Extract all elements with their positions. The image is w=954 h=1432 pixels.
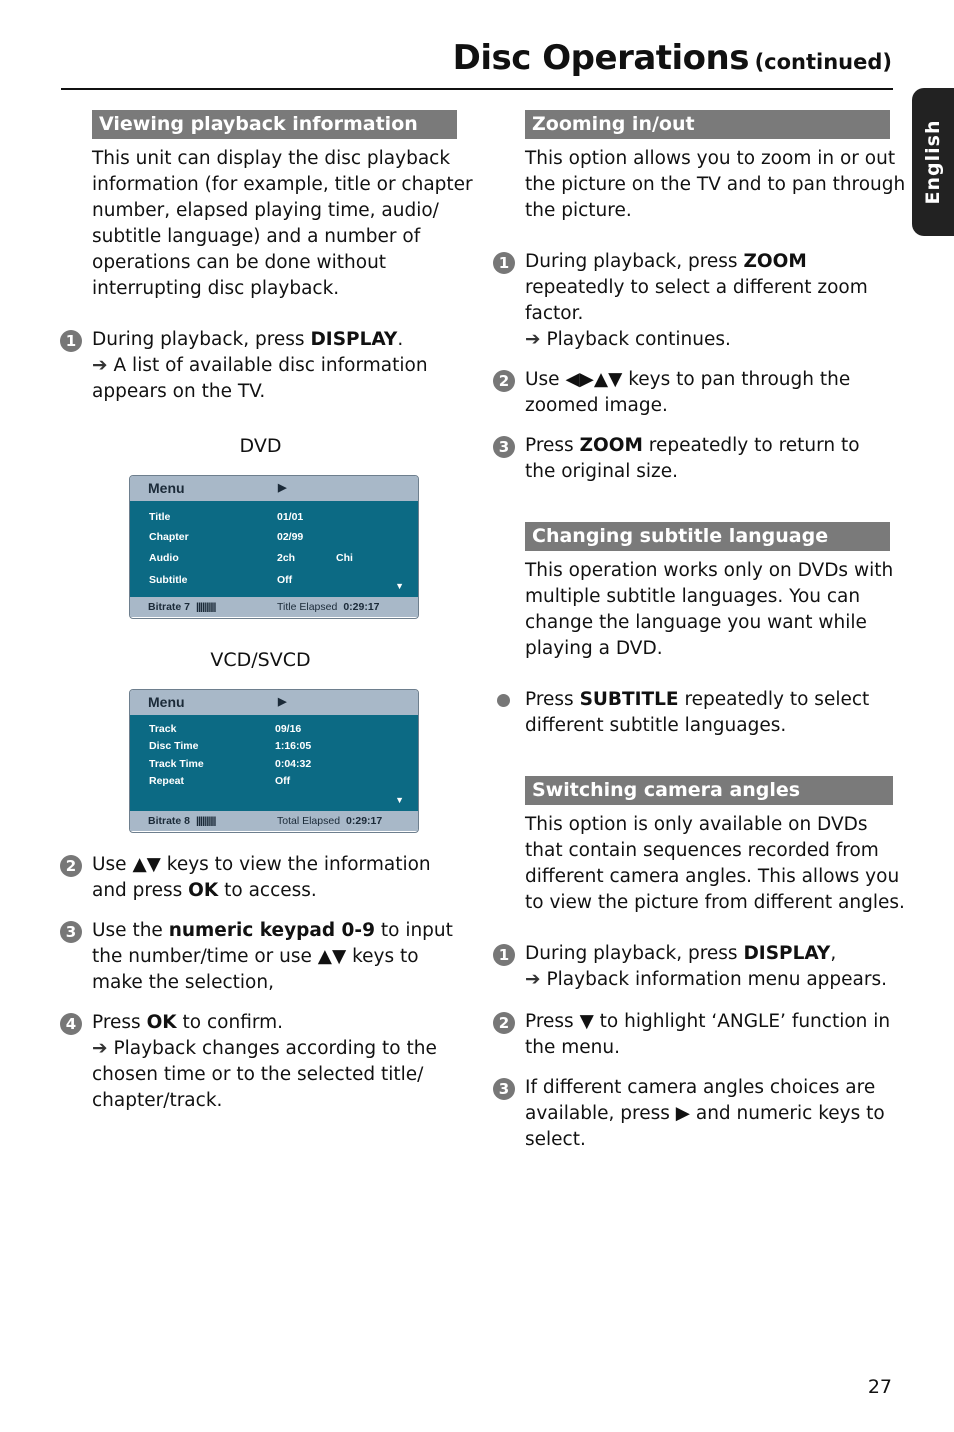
osd-key: Subtitle bbox=[149, 574, 188, 586]
scroll-down-icon: ▼ bbox=[395, 581, 404, 591]
osd-value: 09/16 bbox=[275, 723, 302, 735]
osd-menu-label: Menu bbox=[148, 694, 185, 710]
step-number-badge: 1 bbox=[493, 252, 515, 274]
step-key: DISPLAY bbox=[310, 329, 398, 350]
intro-line: interrupting disc playback. bbox=[92, 278, 340, 299]
section-heading-subtitle: Changing subtitle language bbox=[525, 522, 890, 551]
dvd-osd-screen bbox=[129, 475, 419, 619]
step-result: appears on the TV. bbox=[92, 381, 266, 402]
step-text: Press bbox=[92, 1012, 147, 1033]
step-text: the number/time or use ▲▼ keys to bbox=[92, 946, 419, 967]
intro-line: operations can be done without bbox=[92, 252, 387, 273]
step-key: numeric keypad 0-9 bbox=[168, 920, 375, 941]
osd-menu-bar bbox=[130, 690, 418, 715]
page-title-main: Disc Operations bbox=[452, 38, 749, 78]
step-text: repeatedly to return to bbox=[642, 435, 860, 456]
angles-step-2 bbox=[498, 1009, 891, 1061]
step-result: Playback continues. bbox=[546, 329, 731, 350]
viewing-step-1 bbox=[65, 327, 430, 405]
osd-value: 0:04:32 bbox=[275, 758, 312, 770]
step-key: ZOOM bbox=[743, 251, 807, 272]
elapsed-label: Title Elapsed bbox=[277, 601, 338, 613]
osd-value: 1:16:05 bbox=[275, 740, 312, 752]
section-heading-angles: Switching camera angles bbox=[525, 776, 893, 805]
intro-line: different camera angles. This allows you bbox=[525, 866, 900, 887]
step-number-badge: 3 bbox=[493, 1078, 515, 1100]
bitrate-meter: |||||||||| bbox=[196, 815, 216, 827]
vcd-label: VCD/SVCD bbox=[210, 649, 311, 671]
step-result: chosen time or to the selected title/ bbox=[92, 1064, 424, 1085]
section-heading-viewing: Viewing playback information bbox=[92, 110, 457, 139]
step-key: OK bbox=[146, 1012, 177, 1033]
page-title bbox=[453, 38, 892, 78]
step-text: make the selection, bbox=[92, 972, 274, 993]
play-icon: ▶ bbox=[278, 696, 287, 708]
bitrate-label: Bitrate 8 bbox=[148, 815, 191, 827]
step-key: DISPLAY bbox=[743, 943, 831, 964]
osd-status-bar bbox=[130, 597, 418, 617]
left-column bbox=[60, 110, 473, 1114]
dvd-label: DVD bbox=[239, 435, 282, 457]
step-text: repeatedly to select bbox=[678, 689, 870, 710]
step-text: factor. bbox=[525, 303, 584, 324]
angles-step-3 bbox=[498, 1075, 885, 1153]
osd-value-secondary: Chi bbox=[336, 552, 353, 564]
step-text: During playback, press bbox=[525, 943, 744, 964]
osd-key: Chapter bbox=[149, 531, 189, 543]
section-heading-zoom: Zooming in/out bbox=[525, 110, 890, 139]
bullet-icon bbox=[497, 694, 510, 707]
vcd-osd-screen bbox=[129, 689, 419, 833]
osd-status-bar bbox=[130, 811, 418, 831]
step-number-badge: 4 bbox=[60, 1013, 82, 1035]
step-text: If different camera angles choices are bbox=[525, 1077, 876, 1098]
intro-line: that contain sequences recorded from bbox=[525, 840, 879, 861]
subtitle-bullet bbox=[525, 687, 870, 739]
osd-key: Track bbox=[149, 723, 177, 735]
osd-value: 01/01 bbox=[277, 511, 304, 523]
step-text: Press bbox=[525, 689, 580, 710]
elapsed-label: Total Elapsed bbox=[277, 815, 341, 827]
viewing-step-4 bbox=[65, 1010, 437, 1114]
osd-menu-label: Menu bbox=[148, 480, 185, 496]
step-text: repeatedly to select a different zoom bbox=[525, 277, 868, 298]
step-text: and press bbox=[92, 880, 189, 901]
title-rule bbox=[61, 88, 893, 90]
right-column bbox=[493, 110, 906, 1153]
step-result: A list of available disc information bbox=[113, 355, 428, 376]
step-text: Press bbox=[525, 435, 580, 456]
zoom-step-1 bbox=[498, 249, 868, 353]
osd-info-panel bbox=[130, 501, 418, 597]
osd-value: Off bbox=[275, 775, 291, 787]
scroll-down-icon: ▼ bbox=[395, 795, 404, 805]
step-text: During playback, press bbox=[525, 251, 744, 272]
step-text: different subtitle languages. bbox=[525, 715, 787, 736]
intro-line: playing a DVD. bbox=[525, 638, 663, 659]
step-text: Use ◀▶▲▼ keys to pan through the bbox=[525, 369, 851, 390]
step-key: SUBTITLE bbox=[579, 689, 679, 710]
intro-line: information (for example, title or chapter bbox=[92, 174, 473, 195]
step-number-badge: 3 bbox=[493, 436, 515, 458]
step-text: to input bbox=[374, 920, 453, 941]
step-key: ZOOM bbox=[579, 435, 643, 456]
result-arrow-icon: ➔ bbox=[92, 1038, 108, 1059]
step-number-badge: 2 bbox=[493, 1012, 515, 1034]
intro-line: the picture. bbox=[525, 200, 632, 221]
intro-line: multiple subtitle languages. You can bbox=[525, 586, 861, 607]
language-tab-label: English bbox=[922, 119, 944, 205]
step-text: to access. bbox=[218, 880, 317, 901]
step-text: zoomed image. bbox=[525, 395, 668, 416]
step-text: the menu. bbox=[525, 1037, 620, 1058]
osd-info-panel bbox=[130, 715, 418, 811]
step-number-badge: 1 bbox=[60, 330, 82, 352]
language-tab bbox=[912, 88, 954, 236]
step-result: Playback changes according to the bbox=[113, 1038, 437, 1059]
intro-line: This unit can display the disc playback bbox=[92, 148, 451, 169]
zoom-intro bbox=[525, 146, 906, 224]
osd-key: Title bbox=[149, 511, 171, 523]
osd-key: Audio bbox=[149, 552, 179, 564]
step-text: the original size. bbox=[525, 461, 679, 482]
page-number: 27 bbox=[867, 1376, 892, 1398]
osd-value: Off bbox=[277, 574, 293, 586]
intro-line: This operation works only on DVDs with bbox=[525, 560, 894, 581]
step-text: Use the bbox=[92, 920, 169, 941]
step-key: OK bbox=[188, 880, 219, 901]
bitrate-label: Bitrate 7 bbox=[148, 601, 191, 613]
osd-key: Repeat bbox=[149, 775, 185, 787]
page-title-continued: (continued) bbox=[754, 50, 892, 74]
viewing-intro bbox=[92, 146, 473, 302]
viewing-step-2 bbox=[65, 852, 431, 904]
osd-key: Disc Time bbox=[149, 740, 199, 752]
zoom-step-3 bbox=[498, 433, 863, 485]
elapsed-value: 0:29:17 bbox=[346, 815, 383, 827]
step-text: to confirm. bbox=[176, 1012, 284, 1033]
osd-key: Track Time bbox=[149, 758, 204, 770]
elapsed-value: 0:29:17 bbox=[343, 601, 380, 613]
step-text: During playback, press bbox=[92, 329, 311, 350]
osd-value: 2ch bbox=[277, 552, 296, 564]
result-arrow-icon: ➔ bbox=[92, 355, 108, 376]
step-text: Press ▼ to highlight ‘ANGLE’ function in bbox=[525, 1011, 891, 1032]
viewing-step-3 bbox=[65, 918, 453, 996]
angles-step-1 bbox=[498, 941, 887, 993]
step-number-badge: 2 bbox=[493, 370, 515, 392]
intro-line: number, elapsed playing time, audio/ bbox=[92, 200, 439, 221]
step-result: chapter/track. bbox=[92, 1090, 223, 1111]
step-text: Use ▲▼ keys to view the information bbox=[92, 854, 431, 875]
step-result: Playback information menu appears. bbox=[546, 969, 887, 990]
osd-menu-bar bbox=[130, 476, 418, 501]
angles-intro bbox=[525, 812, 905, 916]
intro-line: This option allows you to zoom in or out bbox=[525, 148, 896, 169]
step-text: . bbox=[397, 329, 404, 350]
step-text: available, press ▶ and numeric keys to bbox=[525, 1103, 885, 1124]
result-arrow-icon: ➔ bbox=[525, 329, 541, 350]
play-icon: ▶ bbox=[278, 482, 287, 494]
zoom-step-2 bbox=[498, 367, 863, 419]
step-text: select. bbox=[525, 1129, 586, 1150]
step-number-badge: 3 bbox=[60, 921, 82, 943]
step-number-badge: 2 bbox=[60, 855, 82, 877]
result-arrow-icon: ➔ bbox=[525, 969, 541, 990]
intro-line: the picture on the TV and to pan through bbox=[525, 174, 906, 195]
osd-value: 02/99 bbox=[277, 531, 304, 543]
step-number-badge: 1 bbox=[493, 944, 515, 966]
intro-line: subtitle language) and a number of bbox=[92, 226, 421, 247]
intro-line: change the language you want while bbox=[525, 612, 867, 633]
bitrate-meter: |||||||||| bbox=[196, 601, 216, 613]
intro-line: to view the picture from different angles. bbox=[525, 892, 905, 913]
step-text: , bbox=[830, 943, 837, 964]
subtitle-intro bbox=[525, 558, 894, 662]
intro-line: This option is only available on DVDs bbox=[525, 814, 868, 835]
